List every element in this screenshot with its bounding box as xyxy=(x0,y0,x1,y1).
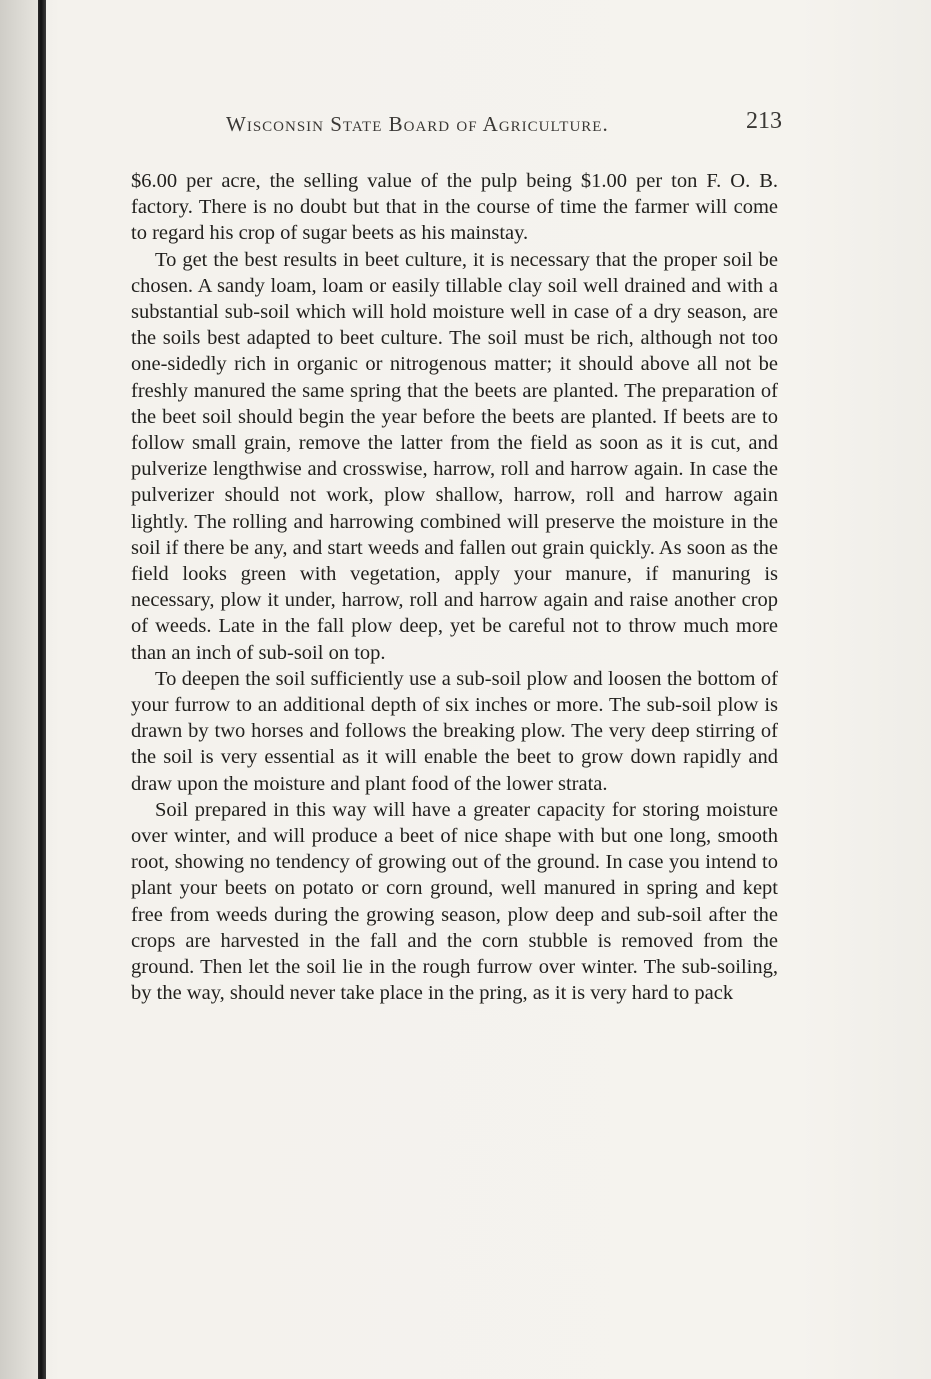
paragraph-2: To get the best results in beet culture, it is necessary that the proper soil be chosen. A sandy loam, loam or easily tillable clay soil well drained and with a substantial sub-soil which will hold moisture well in case of a dry season, are the soils best adapted to beet culture. The soil must be rich, although not too one-sidedly rich in organic or nitrogenous matter; it should above all not be freshly manured the same spring that the beets are planted. The preparation of the beet soil should begin the year before the beets are planted. If beets are to follow small grain, remove the latter from the field as soon as it is cut, and pulverize lengthwise and crosswise, harrow, roll and harrow again. In case the pulverizer should not work, plow shallow, harrow, roll and harrow again lightly. The rolling and harrowing combined will preserve the moisture in the soil if there be any, and start weeds and fallen out grain quickly. As soon as the field looks green with vegetation, apply your manure, if manuring is necessary, plow it under, harrow, roll and harrow again and raise another crop of weeds. Late in the fall plow deep, yet be careful not to throw much more than an inch of sub-soil on top. xyxy=(131,248,778,664)
binding-shadow xyxy=(0,0,38,1379)
paragraph-3: To deepen the soil sufficiently use a sub-soil plow and loosen the bottom of your furrow to an additional depth of six inches or more. The sub-soil plow is drawn by two horses and follows the breaking plow. The very deep stirring of the soil is very essential as it will enable the beet to grow down rapidly and draw upon the moisture and plant food of the lower strata. xyxy=(131,667,778,795)
page-header xyxy=(130,108,782,138)
body-text xyxy=(131,168,778,1007)
paragraph-1: $6.00 per acre, the selling value of the pulp being $1.00 per ton F. O. B. factory. There is no doubt but that in the course of time the farmer will come to regard his crop of sugar beets as his mainstay. xyxy=(131,170,778,245)
running-head: Wisconsin State Board of Agriculture. xyxy=(226,112,609,136)
page-number: 213 xyxy=(746,108,782,134)
binding-edge xyxy=(38,0,46,1379)
paragraph-4: Soil prepared in this way will have a greater capacity for storing moisture over winter, and will produce a beet of nice shape with but one long, smooth root, showing no tendency of growing out of the ground. In case you intend to plant your beets on potato or corn ground, well manured in spring and kept free from weeds during the growing season, plow deep and sub-soil after the crops are harvested in the fall and the corn stubble is removed from the ground. Then let the soil lie in the rough furrow over winter. The sub-soiling, by the way, should never take place in the pring, as it is very hard to pack xyxy=(131,798,778,1005)
